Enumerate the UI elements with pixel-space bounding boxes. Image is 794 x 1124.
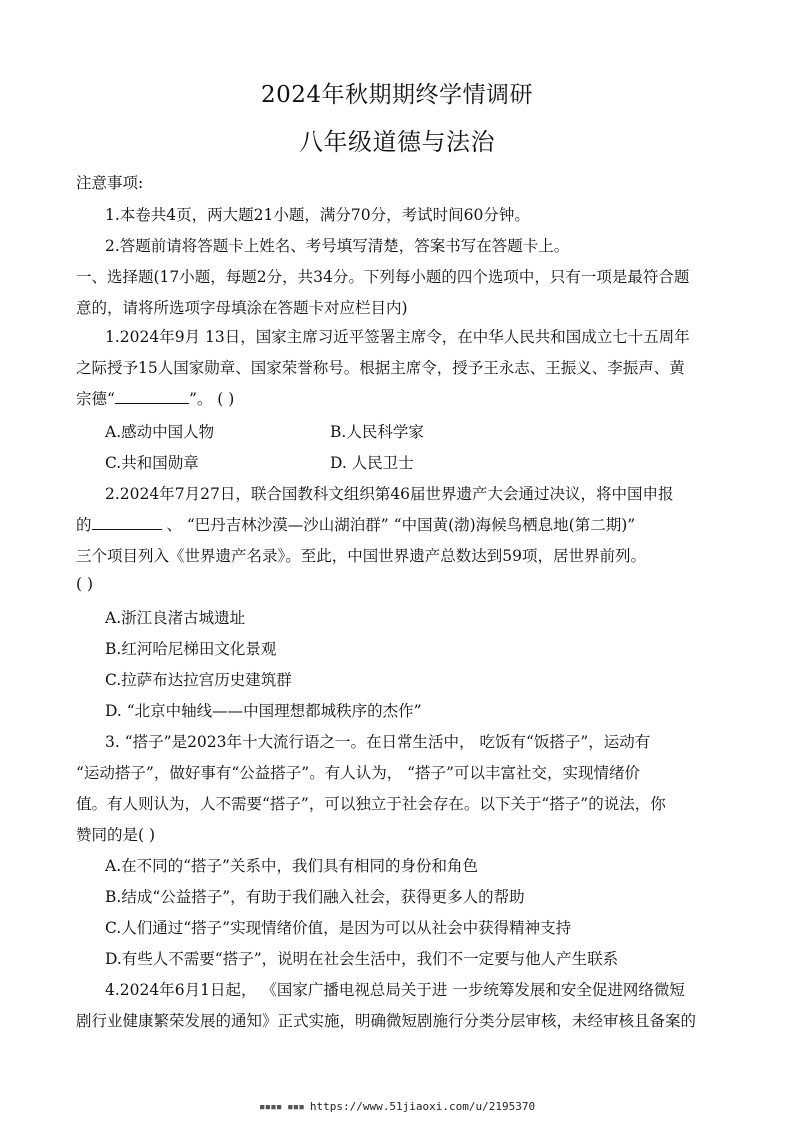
notice-heading: 注意事项: bbox=[76, 174, 144, 192]
footer-url[interactable]: https://www.51jiaoxi.com/u/2195370 bbox=[309, 1100, 536, 1113]
question-3-option-c: C.人们通过“搭子”实现情绪价值，是因为可以从社会中获得精神支持 bbox=[105, 919, 572, 937]
section-heading-cont: 意的，请将所选项字母填涂在答题卡对应栏目内) bbox=[76, 299, 408, 317]
footer-mark: ▪▪▪▪ ▪▪▪ bbox=[258, 1100, 304, 1113]
page-subtitle: 八年级道德与法治 bbox=[299, 128, 495, 156]
question-2-option-d: D. “北京中轴线——中国理想都城秩序的杰作” bbox=[105, 702, 422, 720]
question-4-text: 4.2024年6月1日起， 《国家广播电视总局关于进 一步统筹发展和安全促进网络微短 bbox=[105, 981, 685, 999]
notice-item: 1.本卷共4页，两大题21小题，满分70分，考试时间60分钟。 bbox=[105, 206, 530, 224]
answer-blank bbox=[92, 515, 162, 530]
question-2-text: 2.2024年7月27日，联合国教科文组织第46届世界遗产大会通过决议，将中国申报 bbox=[105, 485, 674, 503]
question-3-text: 3. “搭子”是2023年十大流行语之一。在日常生活中， 吃饭有“饭搭子”，运动有 bbox=[105, 733, 651, 751]
question-1-option-a: A.感动中国人物 bbox=[105, 423, 215, 441]
question-3-option-d: D.有些人不需要“搭子”，说明在社会生活中，我们不一定要与他人产生联系 bbox=[105, 950, 619, 968]
question-2-paren: ( ) bbox=[76, 575, 94, 593]
section-heading: 一、选择题(17小题，每题2分，共34分。下列每小题的四个选项中，只有一项是最符合题 bbox=[76, 268, 690, 286]
question-3-text: 值。有人则认为，人不需要“搭子”，可以独立于社会存在。以下关于“搭子”的说法，你 bbox=[76, 795, 666, 813]
question-1-option-d: D. 人民卫士 bbox=[330, 454, 414, 472]
question-2-text: 的 、 “巴丹吉林沙漠—沙山湖泊群” “中国黄(渤)海候鸟栖息地(第二期)” bbox=[76, 516, 636, 534]
question-2-text: 三个项目列入《世界遗产名录》。至此，中国世界遗产总数达到59项，居世界前列。 bbox=[76, 547, 646, 565]
question-2-option-c: C.拉萨布达拉宫历史建筑群 bbox=[105, 671, 292, 689]
question-4-text: 剧行业健康繁荣发展的通知》正式实施，明确微短剧施行分类分层审核，未经审核且备案的 bbox=[76, 1012, 697, 1030]
question-3-option-b: B.结成“公益搭子”，有助于我们融入社会，获得更多人的帮助 bbox=[105, 888, 525, 906]
question-2-option-b: B.红河哈尼梯田文化景观 bbox=[105, 640, 277, 658]
notice-item: 2.答题前请将答题卡上姓名、考号填写清楚，答案书写在答题卡上。 bbox=[105, 237, 570, 255]
question-3-text: “运动搭子”，做好事有“公益搭子”。有人认为， “搭子”可以丰富社交，实现情绪价 bbox=[76, 764, 640, 782]
question-1-option-c: C.共和国勋章 bbox=[105, 454, 199, 472]
page-title: 2024年秋期期终学情调研 bbox=[260, 82, 534, 108]
question-1-text: 宗德“ ”。 ( ) bbox=[76, 390, 235, 408]
question-1-text: 1.2024年9月 13日，国家主席习近平签署主席令，在中华人民共和国成立七十五周年 bbox=[105, 328, 690, 346]
question-1-option-b: B.人民科学家 bbox=[330, 423, 424, 441]
question-3-option-a: A.在不同的“搭子”关系中，我们具有相同的身份和角色 bbox=[105, 857, 478, 875]
question-2-option-a: A.浙江良渚古城遗址 bbox=[105, 609, 246, 627]
question-3-text: 赞同的是( ) bbox=[76, 826, 156, 844]
answer-blank bbox=[115, 389, 189, 404]
question-1-text: 之际授予15人国家勋章、国家荣誉称号。根据主席令，授予王永志、王振义、李振声、黄 bbox=[76, 359, 685, 377]
footer-watermark bbox=[0, 1100, 794, 1113]
